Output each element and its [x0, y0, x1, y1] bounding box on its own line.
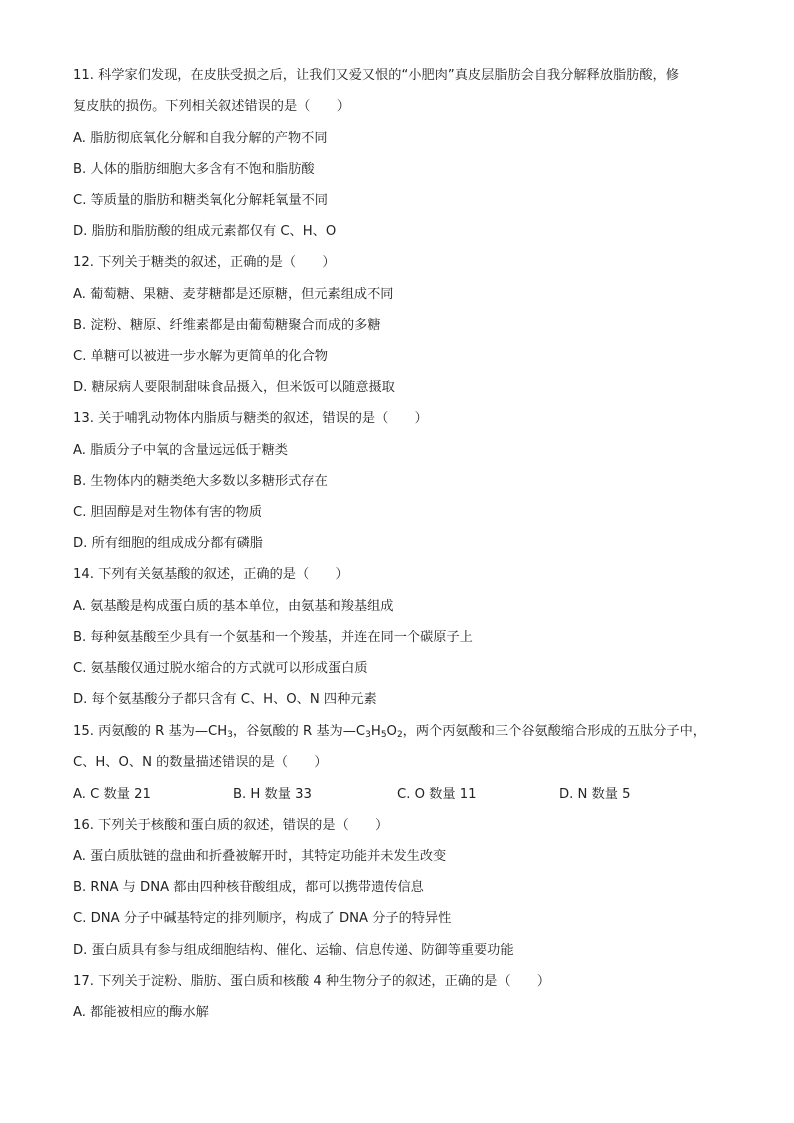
q13-option-a: A. 脂质分子中氧的含量远远低于糖类	[73, 443, 288, 458]
q12-option-b: B. 淀粉、糖原、纤维素都是由葡萄糖聚合而成的多糖	[73, 318, 381, 333]
q12-option-d: D. 糖尿病人要限制甜味食品摄入，但米饭可以随意摄取	[73, 380, 395, 395]
q15-subscript-1: 3	[227, 730, 233, 740]
q15-stem-line1	[73, 723, 733, 741]
q15-stem-part1: 15. 丙氨酸的 R 基为—CH	[73, 724, 228, 739]
q15-stem-part5: ，两个丙氨酸和三个谷氨酸缩合形成的五肽分子中，	[402, 724, 706, 739]
q15-stem-part4: O	[386, 724, 397, 739]
q15-option-d: D. N 数量 5	[559, 787, 631, 802]
q16-option-d: D. 蛋白质具有参与组成细胞结构、催化、运输、信息传递、防御等重要功能	[73, 943, 514, 958]
q11-option-c: C. 等质量的脂肪和糖类氧化分解耗氧量不同	[73, 193, 328, 208]
q14-option-b: B. 每种氨基酸至少具有一个氨基和一个羧基，并连在同一个碳原子上	[73, 630, 473, 645]
q11-option-d: D. 脂肪和脂肪酸的组成元素都仅有 C、H、O	[73, 224, 337, 239]
q14-option-d: D. 每个氨基酸分子都只含有 C、H、O、N 四种元素	[73, 692, 377, 707]
q17-stem: 17. 下列关于淀粉、脂肪、蛋白质和核酸 4 种生物分子的叙述，正确的是（ ）	[73, 974, 551, 989]
q16-option-b: B. RNA 与 DNA 都由四种核苷酸组成，都可以携带遗传信息	[73, 880, 424, 895]
q13-option-c: C. 胆固醇是对生物体有害的物质	[73, 505, 263, 520]
q13-option-b: B. 生物体内的糖类绝大多数以多糖形式存在	[73, 474, 328, 489]
q12-option-a: A. 葡萄糖、果糖、麦芽糖都是还原糖，但元素组成不同	[73, 287, 394, 302]
q11-stem-line1: 11. 科学家们发现，在皮肤受损之后，让我们又爱又恨的“小肥肉”真皮层脂肪会自我分解释放脂肪酸，修	[73, 68, 679, 83]
q17-option-a: A. 都能被相应的酶水解	[73, 1005, 209, 1020]
q15-subscript-3: 5	[380, 730, 387, 740]
q14-option-a: A. 氨基酸是构成蛋白质的基本单位，由氨基和羧基组成	[73, 599, 394, 614]
q16-option-a: A. 蛋白质肽链的盘曲和折叠被解开时，其特定功能并未发生改变	[73, 849, 447, 864]
q15-option-c: C. O 数量 11	[397, 787, 477, 802]
q15-subscript-4: 2	[396, 730, 403, 740]
q11-stem-line2: 复皮肤的损伤。下列相关叙述错误的是（ ）	[73, 99, 350, 114]
q15-options-row	[73, 786, 733, 804]
q16-stem: 16. 下列关于核酸和蛋白质的叙述，错误的是（ ）	[73, 818, 389, 833]
q15-option-a: A. C 数量 21	[73, 787, 151, 802]
q12-stem: 12. 下列关于糖类的叙述，正确的是（ ）	[73, 255, 336, 270]
q14-stem: 14. 下列有关氨基酸的叙述，正确的是（ ）	[73, 567, 349, 582]
q13-option-d: D. 所有细胞的组成成分都有磷脂	[73, 536, 263, 551]
q14-option-c: C. 氨基酸仅通过脱水缩合的方式就可以形成蛋白质	[73, 661, 368, 676]
q15-stem-line2: C、H、O、N 的数量描述错误的是（ ）	[73, 755, 328, 770]
q15-stem-part3: H	[370, 724, 381, 739]
q15-stem-part2: ，谷氨酸的 R 基为—C	[232, 724, 366, 739]
q13-stem: 13. 关于哺乳动物体内脂质与糖类的叙述，错误的是（ ）	[73, 411, 428, 426]
q11-option-a: A. 脂肪彻底氧化分解和自我分解的产物不同	[73, 131, 328, 146]
q15-subscript-2: 3	[365, 730, 371, 740]
q16-option-c: C. DNA 分子中碱基特定的排列顺序，构成了 DNA 分子的特异性	[73, 911, 452, 926]
q15-option-b: B. H 数量 33	[233, 787, 312, 802]
q11-option-b: B. 人体的脂肪细胞大多含有不饱和脂肪酸	[73, 162, 315, 177]
q12-option-c: C. 单糖可以被进一步水解为更简单的化合物	[73, 349, 328, 364]
